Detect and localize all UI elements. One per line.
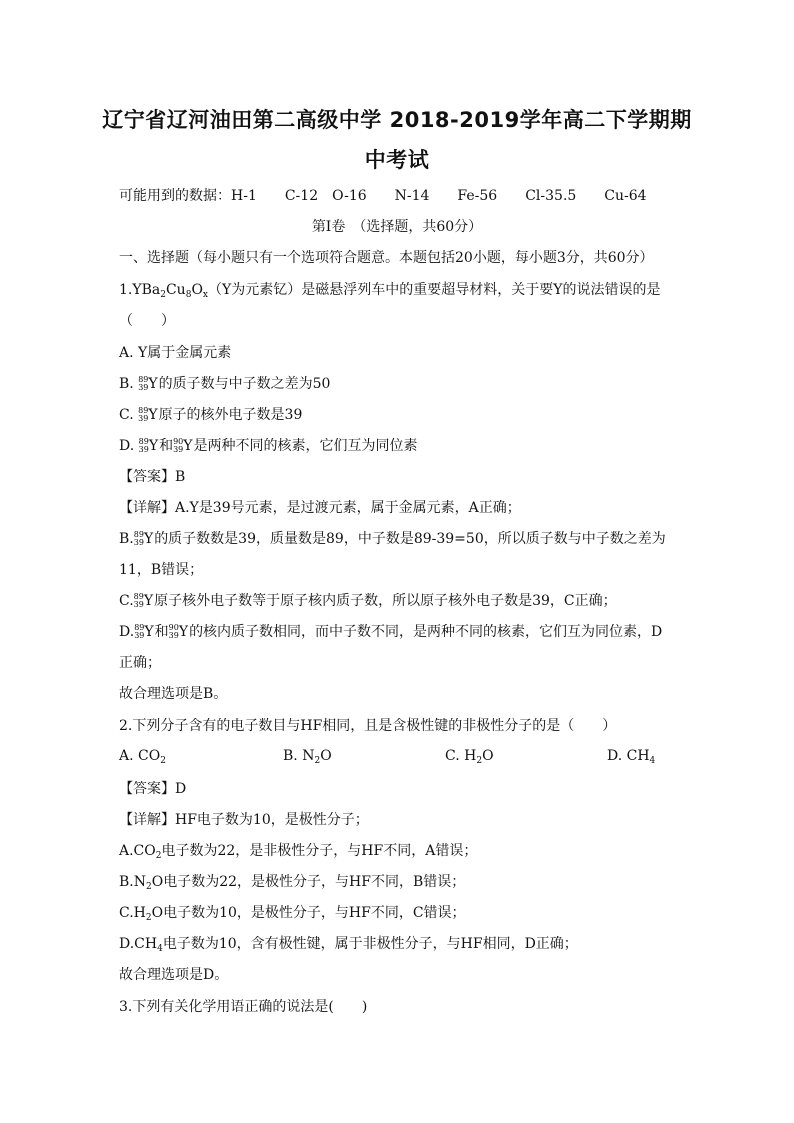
q2-option-a: A. $CO_2$ <box>119 748 166 766</box>
q2-stem: 2.下列分子含有的电子数目与HF相同，且是含极性键的非极性分子的是（ ） <box>119 718 617 734</box>
isotope-y89: 89 39 Y <box>138 375 158 392</box>
q2-detail-c: $C.H_2O$电子数为10，是极性分子，与HF不同，C错误； <box>119 905 466 923</box>
isotope-y90: 90 39 Y <box>168 623 189 640</box>
q2-detail-b: $B.N_2O$电子数为22，是极性分子，与HF不同，B错误； <box>119 874 466 892</box>
q2-option-d: D. $CH_4$ <box>607 748 656 766</box>
document-title-line1: 辽宁省辽河油田第二高级中学 2018-2019学年高二下学期期 <box>102 108 692 132</box>
q3-stem: 3.下列有关化学用语正确的说法是( ) <box>119 999 368 1015</box>
isotope-y89: 89 39 Y <box>138 406 158 423</box>
q2-detail-intro: 【详解】HF电子数为10，是极性分子； <box>119 812 369 828</box>
q1-stem: $1.YBa_2Cu_8O_x(Y$为元素钇）是磁悬浮列车中的重要超导材料，关于要Y的说法错误的是 <box>119 282 661 300</box>
q1-conclusion: 故合理选项是B。 <box>119 686 228 702</box>
isotope-y89: 89 39 Y <box>138 437 159 454</box>
q1-detail-d-cont: 正确； <box>119 655 161 671</box>
isotope-y89: 89 39 Y <box>134 623 154 640</box>
q1-option-c: C. 89 39 Y原子的核外电子数是39 <box>119 406 303 423</box>
q1-detail-b-cont: 11，B错误； <box>119 562 204 578</box>
q1-option-b: B. 89 39 Y的质子数与中子数之差为50 <box>119 375 331 392</box>
q2-answer: 【答案】D <box>119 781 187 797</box>
q1-detail-b: B. 89 39 Y的质子数数是39，质量数是89，中子数是89-39=50，所以质子数与中子数之差为 <box>119 530 666 547</box>
q1-detail-d: D. 89 39 Y和 90 39 Y的核内质子数相同，而中子数不同，是两种不同的核素，它们互为同位素，D <box>119 623 663 640</box>
q1-option-a: A. Y属于金属元素 <box>119 345 232 361</box>
q1-detail-a: 【详解】A.Y是39号元素，是过渡元素，属于金属元素，A正确； <box>119 500 521 516</box>
q1-detail-c: C. 89 39 Y原子核外电子数等于原子核内质子数，所以原子核外电子数是39，C正确； <box>119 592 617 609</box>
isotope-y89: 89 39 Y <box>133 592 154 609</box>
document-title-line2: 中考试 <box>364 148 430 172</box>
q1-answer: 【答案】B <box>119 469 186 485</box>
atomic-mass-data: 可能用到的数据：H-1 C-12 O-16 N-14 Fe-56 Cl-35.5 Cu-64 <box>119 188 647 204</box>
q2-conclusion: 故合理选项是D。 <box>119 967 229 983</box>
q2-option-b: B. $N_2O$ <box>283 748 332 766</box>
q2-option-c: C. $H_2O$ <box>445 748 494 766</box>
q1-option-d: D. 89 39 Y和 90 39 Y是两种不同的核素，它们互为同位素 <box>119 437 418 454</box>
q1-paren: （ ） <box>119 313 175 329</box>
isotope-y90: 90 39 Y <box>173 437 193 454</box>
q2-detail-d: $D.CH_4$电子数为10，含有极性键，属于非极性分子，与HF相同，D正确； <box>119 936 578 954</box>
part1-instructions: 一、选择题（每小题只有一个选项符合题意。本题包括20小题，每小题3分，共60分） <box>119 250 654 266</box>
isotope-y89: 89 39 Y <box>133 530 154 547</box>
section-header: 第Ⅰ卷 （选择题，共60分） <box>311 219 483 235</box>
q2-detail-a: $A.CO_2$电子数为22，是非极性分子，与HF不同，A错误； <box>119 843 478 861</box>
